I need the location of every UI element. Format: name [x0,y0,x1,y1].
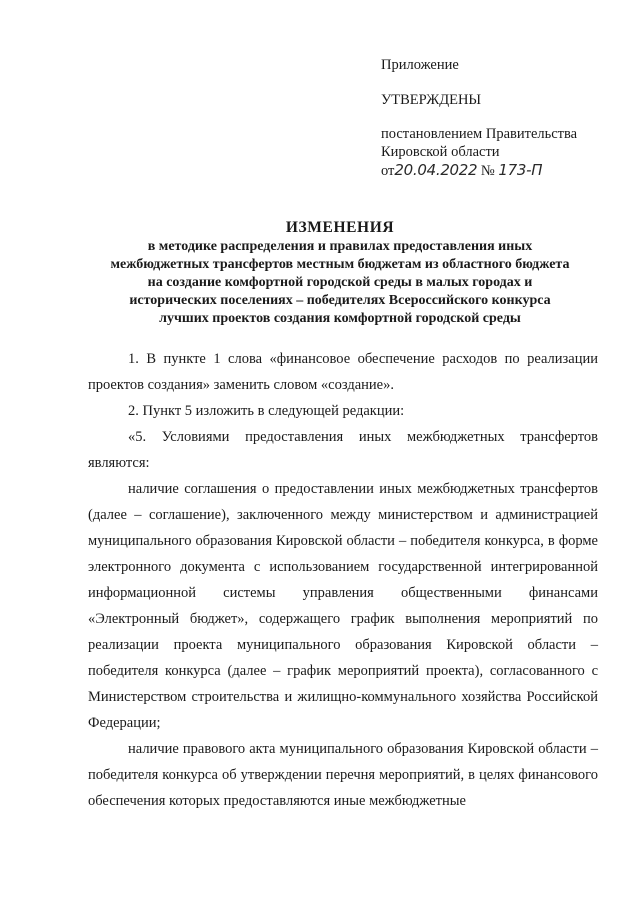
decree-line-2: Кировской области [381,144,500,160]
paragraph-5: наличие правового акта муниципального образования Кировской области – победителя конкурса об утверждении перечня мероприятий, в целях финансового обеспечения которых предоставляются иные межбюджетные [88,741,598,809]
document-body [88,346,598,814]
title-line: лучших проектов создания комфортной городской среды [159,311,521,326]
decree-number-sign: № [480,163,495,179]
title-line: на создание комфортной городской среды в малых городах и [147,275,533,290]
document-title [80,218,600,328]
approved-label: УТВЕРЖДЕНЫ [381,92,482,108]
decree-date-line [381,161,621,180]
paragraph-4: наличие соглашения о предоставлении иных межбюджетных трансфертов (далее – соглашение), заключенного между министерством и администрацией муниципального образования Кировской области – победителя конкурса, в форме электронного документа с использованием государственной интегрированной информационной системы управления общественными финансами «Электронный бюджет», содержащего график выполнения мероприятий по реализации проекта муниципального образования Кировской области – победителя конкурса (далее – график мероприятий проекта), согласованного с Министерством строительства и жилищно-коммунального хозяйства Российской Федерации; [88,481,598,731]
paragraph-2: 2. Пункт 5 изложить в следующей редакции: [128,403,405,419]
title-line: исторических поселениях – победителях Всероссийского конкурса [129,293,551,308]
decree-line-1: постановлением Правительства [381,126,578,142]
title-line: в методике распределения и правилах предоставления иных [147,239,533,254]
decree-date: 20.04.2022 [394,161,478,179]
paragraph-1: 1. В пункте 1 слова «финансовое обеспечение расходов по реализации проектов создания» заменить словом «создание». [88,351,598,393]
decree-number: 173-П [498,161,543,179]
title-line: межбюджетных трансфертов местным бюджетам из областного бюджета [110,257,570,272]
appendix-label: Приложение [381,57,459,73]
approval-stamp-block [381,56,621,180]
decree-prefix: от [381,163,395,179]
paragraph-3: «5. Условиями предоставления иных межбюджетных трансфертов являются: [88,429,598,471]
title-heading: ИЗМЕНЕНИЯ [285,219,395,236]
